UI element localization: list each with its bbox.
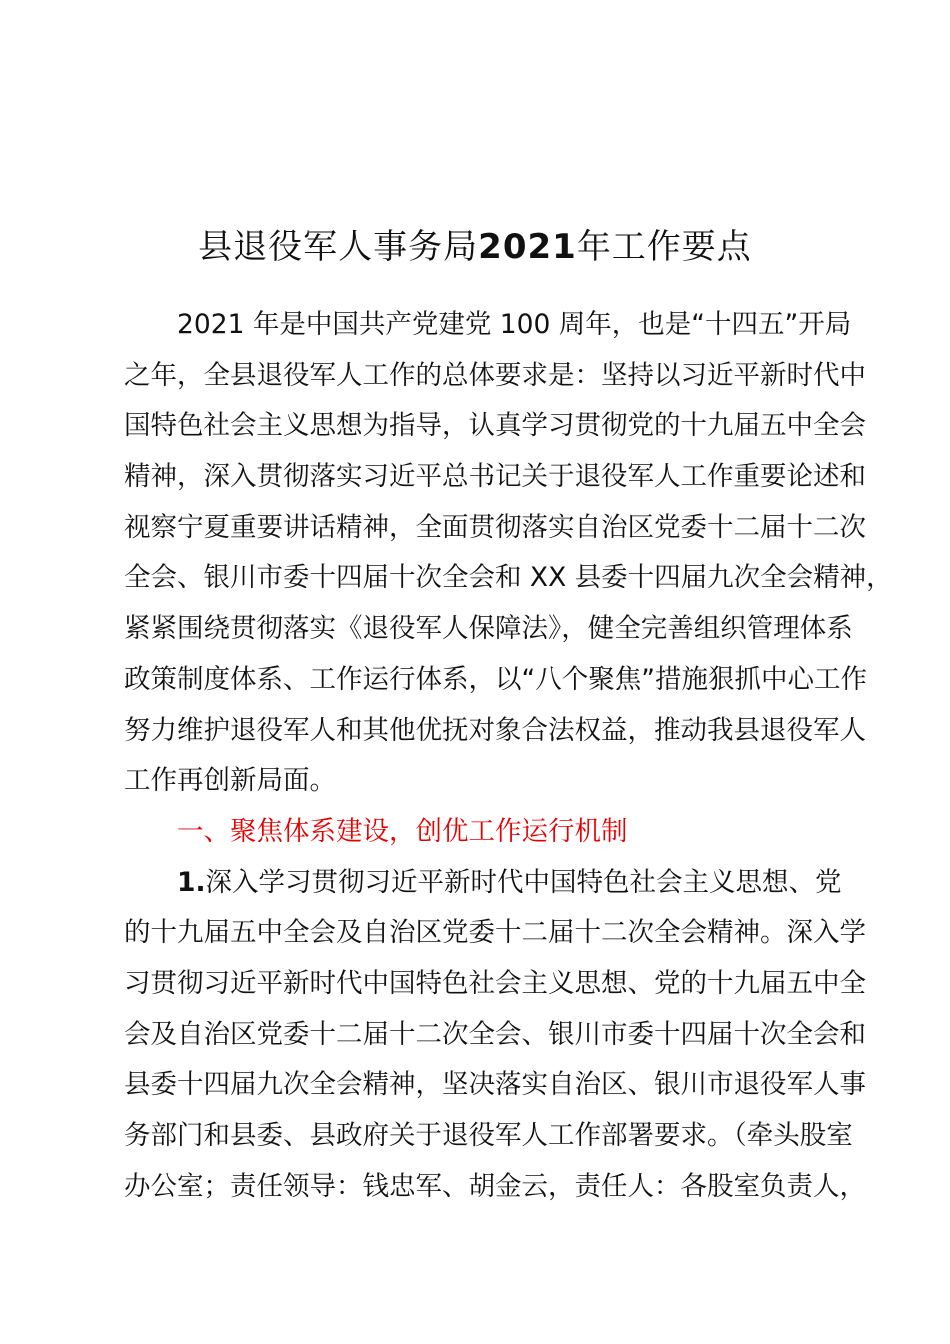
paragraph-line: 全会、银川市委十四届十次全会和 XX 县委十四届九次全会精神， — [124, 562, 893, 594]
item-line: 会及自治区党委十二届十二次全会、银川市委十四届十次全会和 — [124, 1018, 866, 1050]
item-line: 习贯彻习近平新时代中国特色社会主义思想、党的十九届五中全 — [124, 967, 866, 999]
document-body — [124, 300, 893, 1212]
item-first-line — [124, 858, 844, 909]
title-suffix: 年工作要点 — [576, 227, 752, 267]
paragraph-line: 政策制度体系、工作运行体系，以“八个聚焦”措施狠抓中心工作 — [124, 663, 867, 695]
item-text: 深入学习贯彻习近平新时代中国特色社会主义思想、党 — [205, 866, 842, 898]
item-line: 务部门和县委、县政府关于退役军人工作部署要求。（牵头股室 — [124, 1120, 853, 1151]
paragraph-line: 国特色社会主义思想为指导，认真学习贯彻党的十九届五中全会 — [124, 410, 866, 442]
paragraph-line: 精神，深入贯彻落实习近平总书记关于退役军人工作重要论述和 — [124, 461, 866, 493]
paragraph-line: 之年，全县退役军人工作的总体要求是：坚持以习近平新时代中 — [124, 359, 866, 391]
title-prefix: 县退役军人事务局 — [198, 227, 479, 267]
paragraph-line: 努力维护退役军人和其他优抚对象合法权益，推动我县退役军人 — [124, 714, 866, 746]
item-number: 1. — [177, 866, 206, 898]
item-line: 办公室；责任领导：钱忠军、胡金云，责任人：各股室负责人， — [124, 1170, 866, 1202]
document-title — [0, 222, 950, 272]
paragraph-line: 紧紧围绕贯彻落实《退役军人保障法》，健全完善组织管理体系 — [124, 613, 853, 645]
item-line: 县委十四届九次全会精神，坚决落实自治区、银川市退役军人事 — [124, 1069, 866, 1101]
paragraph-line: 视察宁夏重要讲话精神，全面贯彻落实自治区党委十二届十二次 — [124, 511, 866, 543]
item-line: 的十九届五中全会及自治区党委十二届十二次全会精神。深入学 — [124, 917, 866, 949]
title-year: 2021 — [478, 227, 577, 267]
section-heading: 一、聚焦体系建设，创优工作运行机制 — [177, 815, 628, 847]
paragraph-line: 工作再创新局面。 — [124, 765, 336, 797]
paragraph-line: 2021 年是中国共产党建党 100 周年，也是“十四五”开局 — [177, 309, 852, 340]
